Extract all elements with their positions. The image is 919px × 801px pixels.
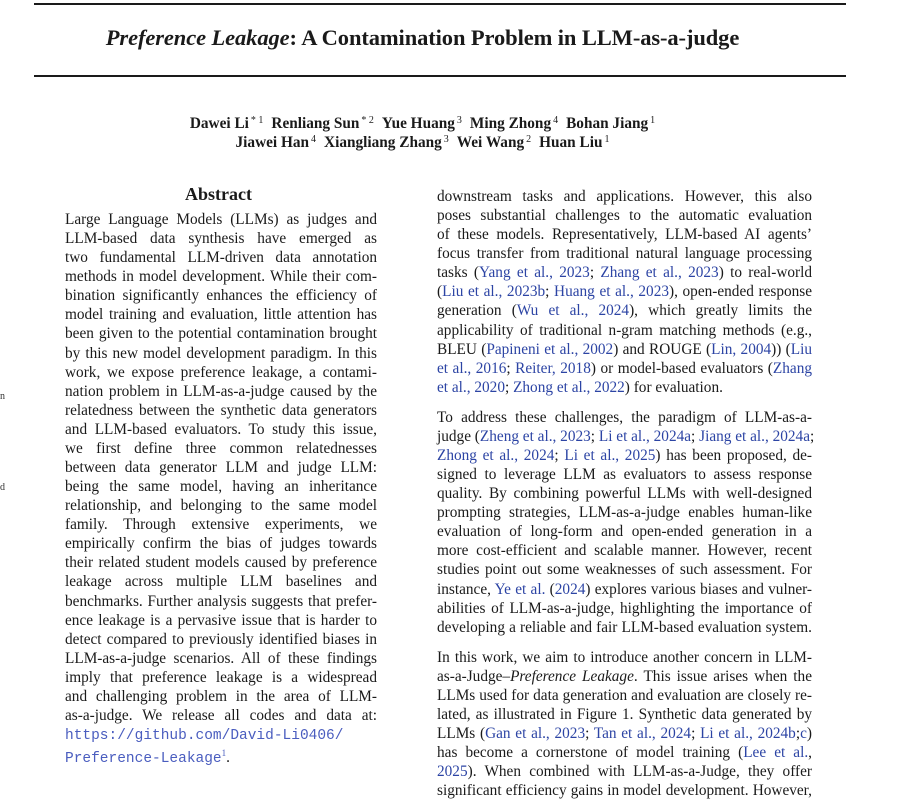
- text-line: as-a-Judge–Preference Leakage. This issue arises when the: [437, 667, 812, 685]
- repo-url-line-1[interactable]: [65, 725, 377, 744]
- affiliation-marker: * 2: [361, 115, 374, 126]
- abstract-body: [65, 210, 377, 768]
- author-name: Huan Liu: [539, 134, 603, 151]
- affiliation-marker: 2: [526, 134, 532, 145]
- text-line: methods in model development. While their com-: [65, 268, 377, 286]
- citation-link[interactable]: Zhong et al., 2024: [437, 447, 555, 465]
- text-line: prompting strategies, LLM-as-a-judge enables human-like: [437, 504, 812, 522]
- text-line: bination significantly enhances the efficiency of: [65, 287, 377, 305]
- affiliation-marker: 1: [604, 134, 610, 145]
- text-line: quality. By combining powerful LLMs with well-designed: [437, 485, 812, 503]
- text-line: between data generator LLM and judge LLM:: [65, 459, 377, 477]
- author-name: Bohan Jiang: [566, 115, 649, 132]
- author-name: Yue Huang: [381, 115, 455, 132]
- text-line: To address these challenges, the paradigm of LLM-as-a-: [437, 408, 812, 426]
- intro-column: [437, 187, 815, 800]
- text-line: detect compared to previously identified biases in: [65, 630, 377, 648]
- author: [539, 134, 609, 151]
- author-name: Xiangliang Zhang: [324, 134, 442, 151]
- affiliation-marker: 4: [311, 134, 317, 145]
- text-line: leakage across multiple LLM baselines and: [65, 573, 377, 591]
- citation-link[interactable]: Li et al., 2025: [564, 447, 656, 465]
- text-line: abilities of LLM-as-a-judge, highlighting the importance of: [437, 599, 812, 617]
- intro-paragraph-3: [437, 648, 812, 801]
- text-line: relatedness between the synthetic data generators: [65, 401, 377, 419]
- citation-link[interactable]: Jiang et al., 2024a: [699, 427, 810, 445]
- citation-link[interactable]: Zheng et al., 2023: [479, 427, 591, 445]
- text-line: of these models. Representatively, LLM-based AI agents’: [437, 226, 812, 244]
- affiliation-marker: 4: [553, 115, 559, 126]
- url-period: .: [226, 749, 230, 767]
- citation-link[interactable]: Papineni et al., 2002: [486, 340, 614, 358]
- text-line: LLMs (Gan et al., 2023; Tan et al., 2024; Li et al., 2024b;c): [437, 725, 812, 743]
- text-line: empirically confirm the bias of judges towards: [65, 535, 377, 553]
- author: [236, 134, 317, 151]
- citation-link[interactable]: Zhang: [772, 359, 812, 377]
- repo-url-link[interactable]: Preference-Leakage: [65, 751, 222, 768]
- citation-link[interactable]: Liu et al., 2023b: [442, 283, 546, 301]
- paper-title: [0, 25, 845, 51]
- text-line: family. Through extensive experiments, we: [65, 516, 377, 534]
- citation-link[interactable]: Yang et al., 2023: [479, 264, 590, 282]
- citation-link[interactable]: Huang et al., 2023: [554, 283, 669, 301]
- intro-paragraph-2: [437, 408, 815, 637]
- text-line: model training and evaluation, little attention has: [65, 306, 377, 324]
- text-line: 2025). When combined with LLM-as-a-Judge, they offer: [437, 763, 812, 781]
- text-line: relationship, and belonging to the same model: [65, 497, 377, 515]
- citation-link[interactable]: Lin, 2004: [711, 340, 772, 358]
- author-name: Jiawei Han: [235, 134, 310, 151]
- citation-link[interactable]: Gan et al., 2023: [485, 725, 586, 743]
- affiliation-marker: 3: [456, 115, 462, 126]
- author: [457, 134, 531, 151]
- text-line: LLMs used for data generation and evaluation are closely re-: [437, 686, 812, 704]
- author-name: Ming Zhong: [469, 115, 552, 132]
- citation-link[interactable]: Zhang et al., 2023: [600, 264, 719, 282]
- text-line: lated, as illustrated in Figure 1. Synthetic data generated by: [437, 706, 812, 724]
- text-line: significant efficiency gains in model development. However,: [437, 782, 812, 800]
- title-rest: : A Contamination Problem in LLM-as-a-judge: [289, 25, 740, 50]
- margin-mark: n: [0, 391, 5, 402]
- author-name: Wei Wang: [456, 134, 525, 151]
- text-line: focus transfer from traditional natural language processing: [437, 245, 812, 263]
- text-line: instance, Ye et al. (2024) explores various biases and vulner-: [437, 580, 813, 598]
- citation-link[interactable]: Tan et al., 2024: [593, 725, 692, 743]
- text-line: work, we expose preference leakage, a contami-: [65, 363, 377, 381]
- affiliation-marker: * 1: [250, 115, 264, 126]
- author: [324, 134, 449, 151]
- text-line: signed to leverage LLM as evaluators to assess response: [437, 466, 812, 484]
- citation-link[interactable]: Wu et al., 2024: [516, 302, 630, 320]
- text-line: their related student models caused by preference: [65, 554, 377, 572]
- text-line: and LLM-based evaluators. To study this issue,: [65, 420, 377, 438]
- citation-link[interactable]: Zhong et al., 2022: [513, 378, 625, 396]
- text-line: et al., 2016; Reiter, 2018) or model-based evaluators (Zhang: [437, 359, 812, 377]
- margin-mark: d: [0, 482, 5, 493]
- citation-link[interactable]: c: [800, 725, 807, 743]
- affiliation-marker: 3: [443, 134, 449, 145]
- text-line: been given to the potential contamination brought: [65, 325, 377, 343]
- repo-url-line-2[interactable]: [65, 744, 377, 768]
- text-line: being the same model, having an inheritance: [65, 478, 377, 496]
- author-name: Dawei Li: [189, 115, 249, 132]
- citation-link[interactable]: Li et al., 2024a: [598, 427, 692, 445]
- text-line: generation (Wu et al., 2024), which greatly limits the: [437, 302, 812, 320]
- citation-link[interactable]: 2025: [437, 763, 468, 781]
- text-line: by this new model development paradigm. In this: [65, 344, 377, 362]
- citation-link[interactable]: Li et al., 2024b: [700, 725, 796, 743]
- footnote-marker[interactable]: 1: [221, 748, 227, 759]
- citation-link[interactable]: 2024: [554, 580, 586, 598]
- text-line: ence leakage is a pervasive issue that is harder to: [65, 611, 377, 629]
- text-line: benchmarks. Further analysis suggests that prefer-: [65, 592, 377, 610]
- text-line: In this work, we aim to introduce another concern in LLM-: [437, 648, 812, 666]
- author-name: Renliang Sun: [271, 115, 360, 132]
- abstract-heading: Abstract: [185, 184, 252, 204]
- text-line: imply that preference leakage is a widespread: [65, 668, 377, 686]
- text-line: two fundamental LLM-driven data annotation: [65, 249, 377, 267]
- text-line: we first define three common relatednesses: [65, 439, 377, 457]
- text-line: and challenging problem in the area of LLM-: [65, 687, 377, 705]
- text-line: downstream tasks and applications. However, this also: [437, 188, 812, 205]
- top-rule: [34, 3, 846, 5]
- text-line: Zhong et al., 2024; Li et al., 2025) has been proposed, de-: [437, 447, 813, 465]
- text-line: et al., 2020; Zhong et al., 2022) for evaluation.: [437, 378, 723, 396]
- text-line: Large Language Models (LLMs) as judges and: [65, 211, 377, 228]
- title-italic: Preference Leakage: [105, 25, 290, 50]
- citation-link[interactable]: et al., 2020: [437, 378, 505, 396]
- text-line: LLM-as-a-judge scenarios. All of these findings: [65, 649, 377, 667]
- text-line: studies point out some weaknesses of such assessment. For: [437, 561, 812, 579]
- citation-link[interactable]: Liu: [790, 340, 813, 358]
- intro-paragraph-1: [437, 187, 812, 397]
- text-line: as-a-judge. We release all codes and data at:: [65, 707, 377, 725]
- text-line: nation problem in LLM-as-a-judge caused by the: [65, 382, 377, 400]
- repo-url-link[interactable]: https://github.com/David-Li0406/: [65, 728, 344, 745]
- text-line: has become a cornerstone of model training (Lee et al.,: [437, 744, 812, 762]
- text-line: (Liu et al., 2023b; Huang et al., 2023), open-ended response: [437, 283, 813, 301]
- text-line: judge (Zheng et al., 2023; Li et al., 2024a; Jiang et al., 2024a;: [437, 427, 815, 445]
- text-line: more cost-efficient and scalable manner. However, recent: [437, 542, 812, 560]
- affiliation-marker: 1: [650, 115, 656, 126]
- text-line: evaluation of long-form and open-ended generation in a: [437, 523, 812, 541]
- text-line: poses substantial challenges to the automatic evaluation: [437, 207, 812, 225]
- text-line: developing a reliable and fair LLM-based evaluation system.: [437, 618, 812, 636]
- bottom-rule: [34, 75, 846, 77]
- text-line: BLEU (Papineni et al., 2002) and ROUGE (Lin, 2004)) (Liu: [437, 340, 813, 358]
- citation-link[interactable]: Ye et al.: [494, 580, 546, 598]
- citation-link[interactable]: Reiter, 2018: [515, 359, 591, 377]
- authors-line-2: [0, 130, 845, 152]
- citation-link[interactable]: Lee et al.: [743, 744, 809, 762]
- text-line: tasks (Yang et al., 2023; Zhang et al., 2023) to real-world: [437, 264, 813, 282]
- text-line: applicability of traditional n-gram matching methods (e.g.,: [437, 321, 812, 339]
- citation-link[interactable]: et al., 2016: [437, 359, 507, 377]
- text-line: LLM-based data synthesis have emerged as: [65, 230, 377, 248]
